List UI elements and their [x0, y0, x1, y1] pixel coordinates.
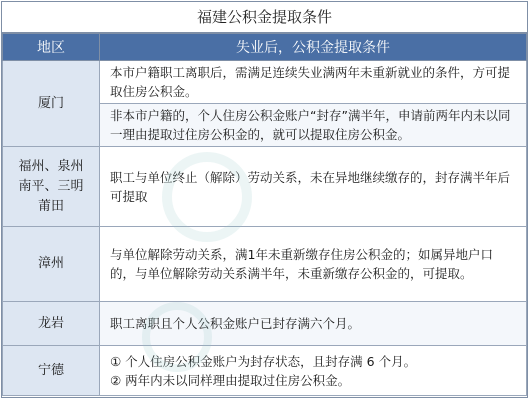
header-row: [3, 34, 527, 61]
condition-cell: 职工离职且个人公积金账户已封存满六个月。: [100, 302, 527, 346]
header-region: 地区: [3, 34, 100, 61]
header-condition: 失业后，公积金提取条件: [100, 34, 527, 61]
condition-cell: 非本市户籍的，个人住房公积金账户“封存”满半年，申请前两年内未以同一理由提取过住房公积金的，就可以提取住房公积金。: [100, 104, 527, 147]
condition-cell: 与单位解除劳动关系，满1年未重新缴存住房公积金的；如属异地户口的，与单位解除劳动关系满半年，未重新缴存公积金的，可提取。: [100, 227, 527, 302]
table-row: [3, 147, 527, 227]
condition-cell: 本市户籍职工离职后，需满足连续失业满两年未重新就业的条件，方可提取住房公积金。: [100, 61, 527, 104]
condition-cell: ① 个人住房公积金账户为封存状态，且封存满 6 个月。 ② 两年内未以同样理由提取过住房公积金。: [100, 346, 527, 396]
condition-cell: 职工与单位终止（解除）劳动关系，未在异地继续缴存的，封存满半年后可提取: [100, 147, 527, 227]
conditions-table-card: [1, 1, 528, 398]
region-cell: 龙岩: [3, 302, 100, 346]
region-cell: 漳州: [3, 227, 100, 302]
table-row: [3, 227, 527, 302]
table-title: 福建公积金提取条件: [2, 2, 527, 33]
region-cell: 福州、泉州 南平、三明 莆田: [3, 147, 100, 227]
region-cell: 宁德: [3, 346, 100, 396]
table-row: [3, 302, 527, 346]
table-row: [3, 61, 527, 104]
conditions-table: [2, 33, 527, 396]
region-cell: 厦门: [3, 61, 100, 147]
table-row: [3, 346, 527, 396]
